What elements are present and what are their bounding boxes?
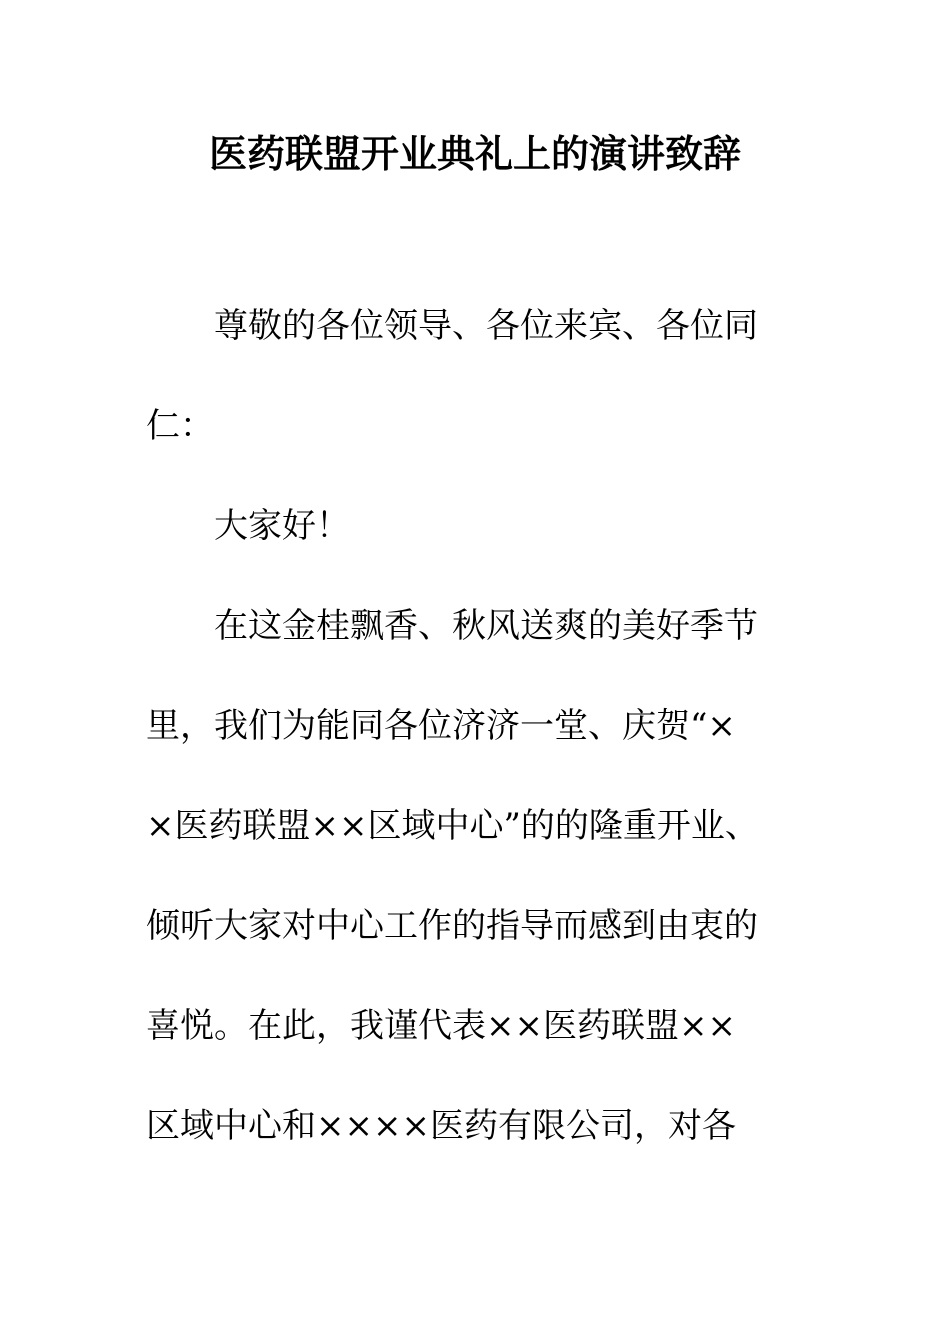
text-line: 倾听大家对中心工作的指导而感到由衷的 (146, 906, 758, 946)
text-line: 尊敬的各位领导、各位来宾、各位同 (214, 306, 758, 346)
text-line: 在这金桂飘香、秋风送爽的美好季节 (214, 606, 758, 646)
text-line: 喜悦。在此，我谨代表××医药联盟×× (146, 1006, 736, 1046)
text-line: 仁： (146, 406, 214, 446)
text-line: 区域中心和××××医药有限公司，对各 (146, 1106, 736, 1146)
document-title: 医药联盟开业典礼上的演讲致辞 (208, 131, 741, 176)
text-line: ×医药联盟××区域中心”的的隆重开业、 (146, 806, 759, 846)
text-line: 大家好！ (214, 506, 350, 546)
text-line: 里，我们为能同各位济济一堂、庆贺“× (146, 706, 736, 746)
